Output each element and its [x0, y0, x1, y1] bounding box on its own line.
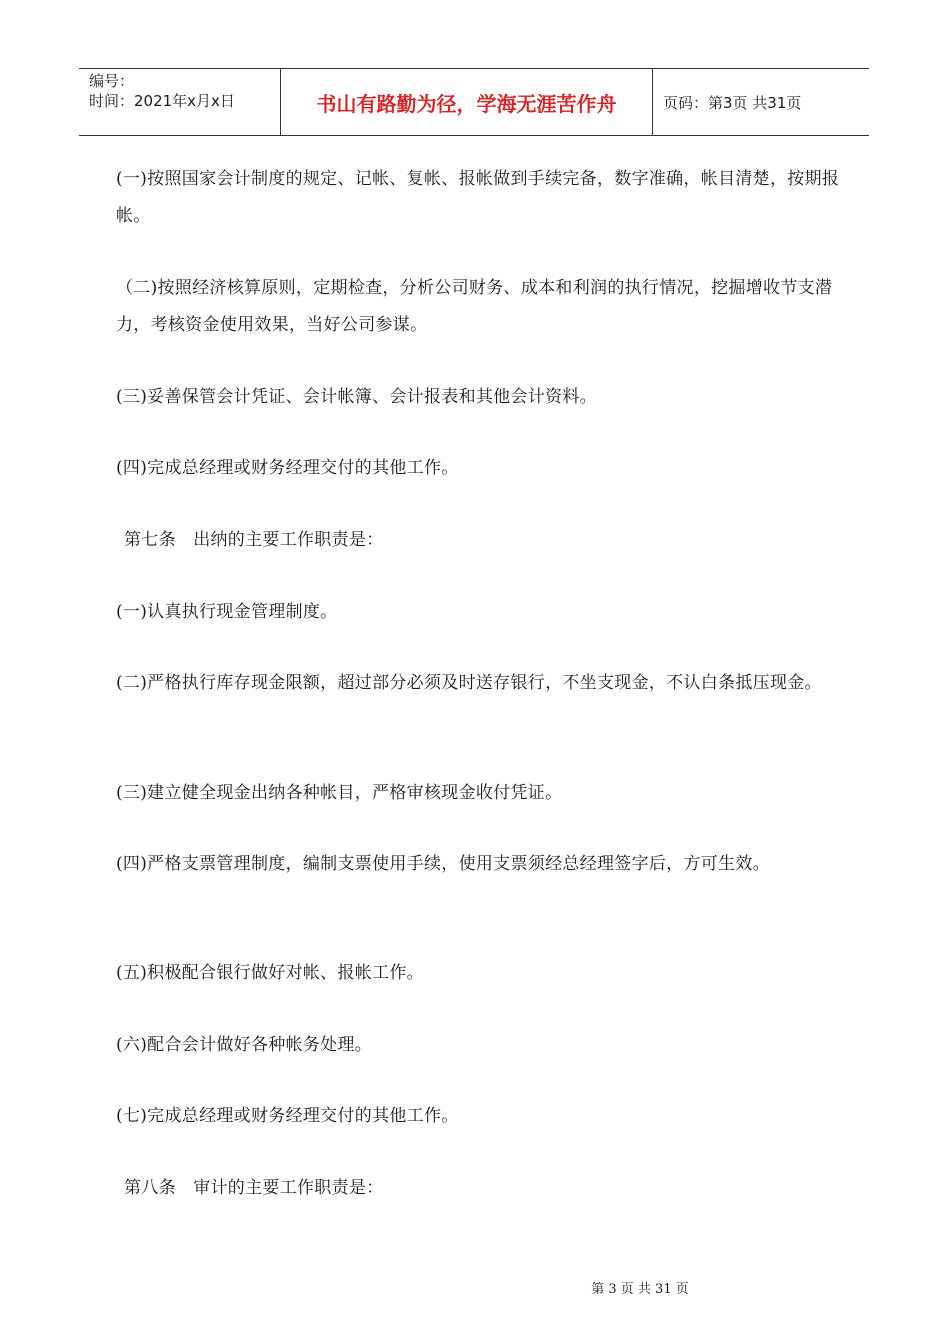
paragraph-accounting-3: (三)妥善保管会计凭证、会计帐簿、会计报表和其他会计资料。 — [116, 387, 597, 407]
page-header — [79, 68, 869, 136]
article-eight-heading: 第八条 审计的主要工作职责是： — [124, 1178, 384, 1198]
paragraph-accounting-2: （二)按照经济核算原则，定期检查，分析公司财务、成本和利润的执行情况，挖掘增收节支潜力，考核资金使用效果，当好公司参谋。 — [116, 278, 833, 335]
paragraph-cashier-5: (五)积极配合银行做好对帐、报帐工作。 — [116, 963, 424, 983]
header-motto: 书山有路勤为径，学海无涯苦作舟 — [281, 69, 653, 135]
paragraph-accounting-4: (四)完成总经理或财务经理交付的其他工作。 — [116, 458, 459, 478]
header-meta-cell — [79, 69, 281, 135]
paragraph-cashier-4: (四)严格支票管理制度，编制支票使用手续，使用支票须经总经理签字后，方可生效。 — [116, 854, 770, 874]
page-footer-number: 第 3 页 共 31 页 — [591, 1282, 689, 1297]
paragraph-accounting-1: (一)按照国家会计制度的规定、记帐、复帐、报帐做到手续完备，数字准确，帐目清楚，按期报帐。 — [116, 169, 840, 226]
header-page-info: 页码：第3页 共31页 — [663, 93, 802, 112]
article-seven-heading: 第七条 出纳的主要工作职责是： — [124, 530, 384, 550]
paragraph-cashier-1: (一)认真执行现金管理制度。 — [116, 602, 338, 622]
document-time-label: 时间：2021年x月x日 — [89, 92, 235, 110]
paragraph-cashier-6: (六)配合会计做好各种帐务处理。 — [116, 1035, 373, 1055]
paragraph-cashier-3: (三)建立健全现金出纳各种帐目，严格审核现金收付凭证。 — [116, 783, 563, 803]
document-number-label: 编号： — [89, 72, 135, 90]
paragraph-cashier-2: (二)严格执行库存现金限额，超过部分必须及时送存银行，不坐支现金，不认白条抵压现金。 — [116, 673, 822, 693]
paragraph-cashier-7: (七)完成总经理或财务经理交付的其他工作。 — [116, 1106, 459, 1126]
